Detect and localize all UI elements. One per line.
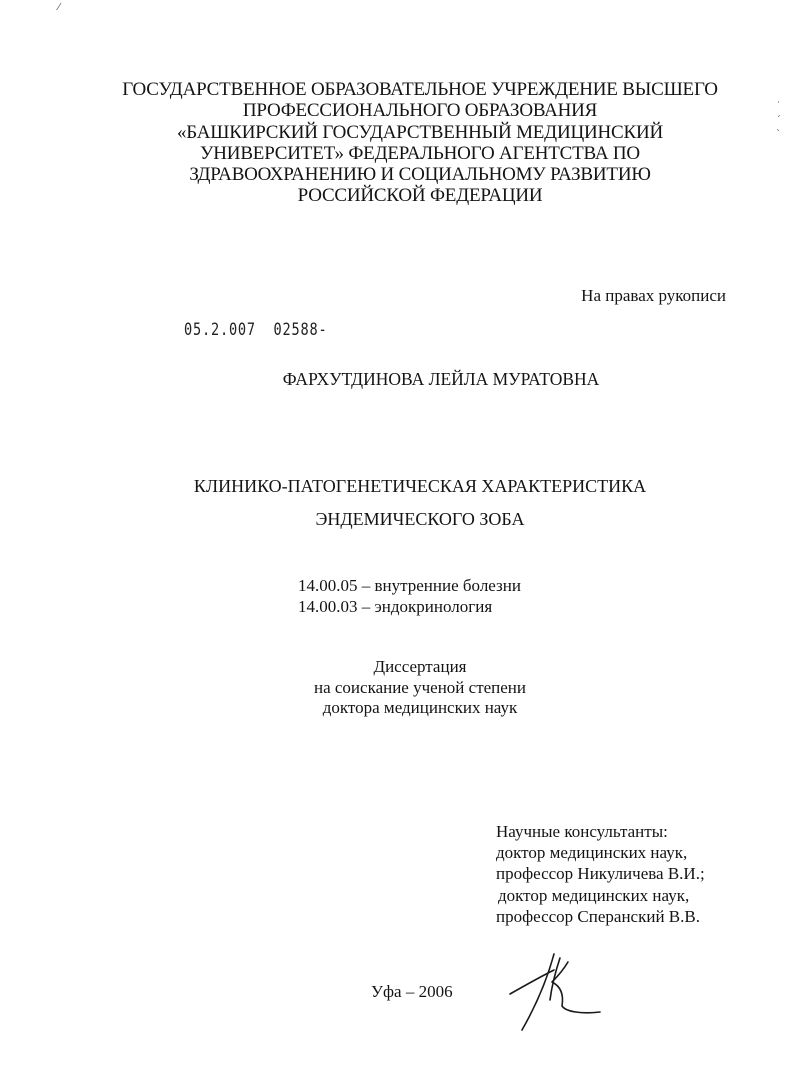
consultant-1-name: профессор Никуличева В.И.; — [496, 864, 705, 884]
scientific-consultants — [496, 821, 705, 927]
consultant-1-degree: доктор медицинских наук, — [496, 843, 688, 863]
consultants-heading: Научные консультанты: — [496, 822, 668, 841]
scan-artifact-top-left: ⁄ — [58, 2, 60, 13]
institution-line-4: УНИВЕРСИТЕТ» ФЕДЕРАЛЬНОГО АГЕНТСТВА ПО — [200, 142, 640, 164]
stamp-number: 02588- — [273, 320, 328, 340]
specialty-codes — [298, 575, 521, 617]
consultant-2-degree: доктор медицинских наук, — [498, 885, 690, 905]
rights-note: На правах рукописи — [581, 286, 726, 305]
title-line-2: ЭНДЕМИЧЕСКОГО ЗОБА — [315, 509, 525, 529]
degree-statement — [260, 657, 580, 719]
degree-line-2: на соискание ученой степени — [313, 677, 527, 697]
institution-line-5: ЗДРАВООХРАНЕНИЮ И СОЦИАЛЬНОМУ РАЗВИТИЮ — [189, 164, 651, 186]
scan-artifact-right-margin: ˙ ˊ ˋ — [776, 101, 781, 140]
author-name: ФАРХУТДИНОВА ЛЕЙЛА МУРАТОВНА — [282, 369, 600, 389]
registration-stamp — [184, 320, 327, 340]
stamp-date: 05.2.007 — [184, 320, 256, 340]
degree-line-1: Диссертация — [373, 657, 467, 676]
handwritten-signature — [502, 950, 602, 1035]
title-line-1: КЛИНИКО-ПАТОГЕНЕТИЧЕСКАЯ ХАРАКТЕРИСТИКА — [193, 476, 647, 496]
institution-line-1: ГОСУДАРСТВЕННОЕ ОБРАЗОВАТЕЛЬНОЕ УЧРЕЖДЕНИЕ ВЫСШЕГО — [122, 79, 718, 100]
institution-line-6: РОССИЙСКОЙ ФЕДЕРАЦИИ — [297, 185, 543, 207]
consultant-2-name: профессор Сперанский В.В. — [496, 906, 700, 926]
specialty-2: 14.00.03 – эндокринология — [298, 597, 493, 616]
degree-line-3: доктора медицинских наук — [322, 698, 518, 717]
city-year: Уфа – 2006 — [371, 982, 453, 1001]
institution-line-3: «БАШКИРСКИЙ ГОСУДАРСТВЕННЫЙ МЕДИЦИНСКИЙ — [176, 121, 664, 143]
institution-line-2: ПРОФЕССИОНАЛЬНОГО ОБРАЗОВАНИЯ — [242, 100, 598, 122]
dissertation-title — [60, 470, 780, 536]
institution-header — [60, 79, 780, 207]
specialty-1: 14.00.05 – внутренние болезни — [298, 576, 521, 595]
